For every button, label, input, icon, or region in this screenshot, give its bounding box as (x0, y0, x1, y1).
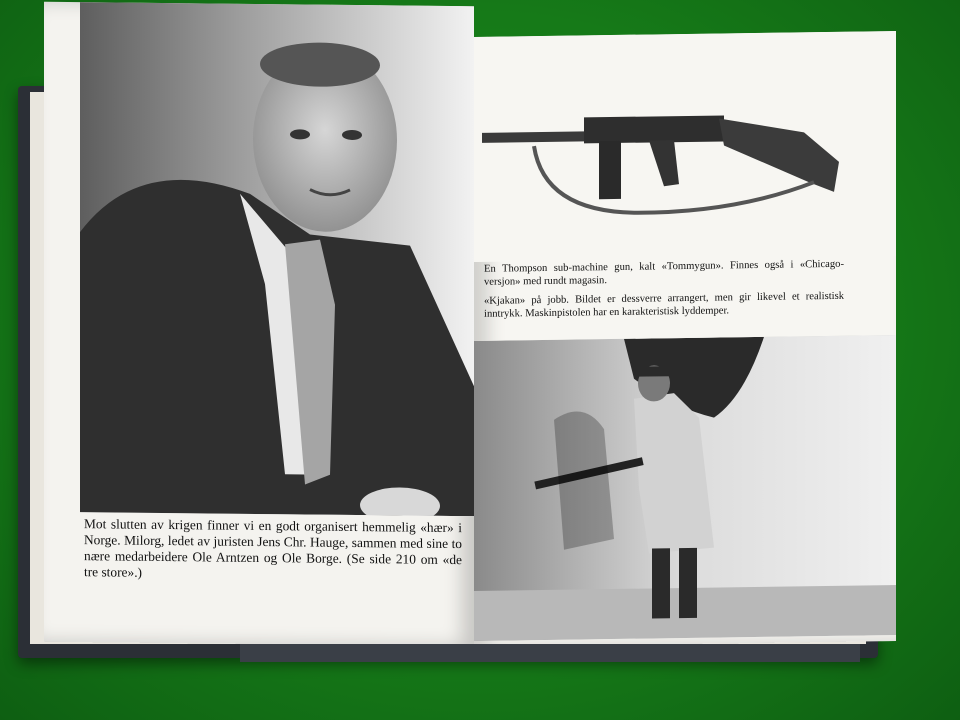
book-spine (240, 644, 860, 662)
right-page (474, 31, 896, 647)
portrait-caption: Mot slutten av krigen finner vi en godt organisert hemmelig «hær» i Norge. Milorg, ledet av juristen Jens Chr. Hauge, sammen med sine to nære medarbeidere Ole Arntzen og Ole Borge. (Se side 210 om «de tre store».) (84, 516, 462, 580)
thompson-gun-photo (474, 31, 896, 262)
gun-caption: En Thompson sub-machine gun, kalt «Tommygun». Finnes også i «Chicago-versjon» med rundt magasin. (484, 258, 844, 288)
left-page (44, 2, 474, 647)
portrait-photo (80, 2, 474, 516)
shooter-photo (474, 335, 896, 641)
shooter-caption: «Kjakan» på jobb. Bildet er dessverre arrangert, men gir likevel et realistisk inntrykk. Maskinpistolen har en karakteristisk lyddemper. (484, 290, 844, 320)
